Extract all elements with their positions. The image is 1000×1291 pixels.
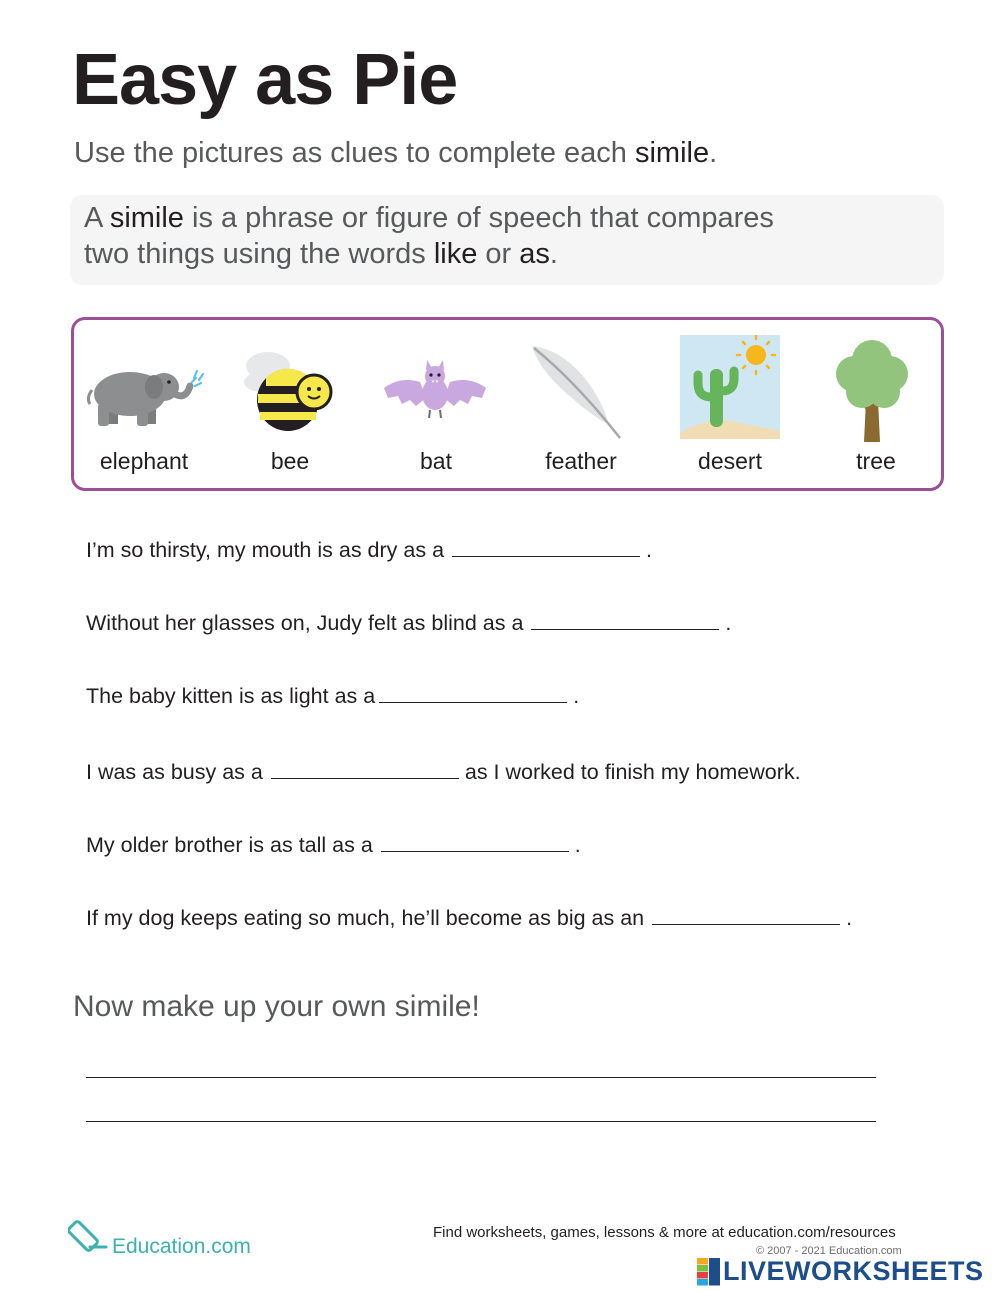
question-text: I’m so thirsty, my mouth is as dry as a — [86, 538, 445, 562]
bat-icon — [380, 356, 490, 426]
education-brand: Education.com — [112, 1235, 251, 1258]
definition-line-1 — [84, 200, 930, 236]
desert-icon — [680, 335, 780, 439]
answer-blank-5[interactable] — [381, 833, 569, 852]
definition-text: . — [549, 238, 558, 270]
definition-bold: like — [433, 238, 478, 270]
write-line-1[interactable] — [86, 1077, 876, 1078]
question-text: I was as busy as a — [86, 760, 263, 784]
definition-text: two things using the words — [84, 238, 434, 270]
question-text: . — [846, 906, 853, 930]
definition-text: A — [84, 202, 110, 234]
answer-blank-3[interactable] — [379, 684, 567, 703]
instructions-text: Use the pictures as clues to complete each — [74, 137, 635, 169]
answer-blank-4[interactable] — [271, 760, 459, 779]
elephant-icon — [82, 360, 207, 430]
question-text: . — [573, 684, 580, 708]
definition-bold: as — [519, 238, 550, 270]
definition-line-2 — [84, 236, 930, 272]
bee-icon — [238, 348, 338, 434]
pencil-logo-icon — [68, 1215, 110, 1257]
feather-icon — [526, 342, 626, 442]
question-4 — [86, 760, 801, 785]
answer-blank-6[interactable] — [652, 906, 840, 925]
question-1 — [86, 538, 652, 563]
copyright: © 2007 - 2021 Education.com — [756, 1245, 902, 1257]
question-5 — [86, 833, 581, 858]
definition-text: is a phrase or figure of speech that compares — [183, 202, 774, 234]
liveworksheets-logo — [697, 1256, 997, 1286]
worksheet-title: Easy as Pie — [72, 40, 458, 120]
question-text: . — [725, 611, 732, 635]
question-text: The baby kitten is as light as a — [86, 684, 376, 708]
instructions — [74, 135, 717, 171]
write-line-2[interactable] — [86, 1121, 876, 1122]
education-logo — [68, 1215, 268, 1259]
question-3 — [86, 684, 579, 709]
word-bank — [71, 317, 944, 491]
question-text: . — [574, 833, 581, 857]
word-desert: desert — [698, 448, 762, 474]
answer-blank-1[interactable] — [452, 538, 640, 557]
word-tree: tree — [856, 448, 896, 474]
instructions-end: . — [709, 137, 718, 169]
tree-icon — [832, 336, 912, 446]
word-feather: feather — [545, 448, 617, 474]
question-2 — [86, 611, 731, 636]
answer-blank-2[interactable] — [531, 611, 719, 630]
own-simile-prompt: Now make up your own simile! — [73, 990, 480, 1023]
definition-text: or — [477, 238, 520, 270]
liveworksheets-text: LIVEWORKSHEETS — [723, 1256, 984, 1286]
definition-bold: simile — [109, 202, 184, 234]
instructions-bold: simile — [634, 137, 710, 169]
question-6 — [86, 906, 852, 931]
footer-note: Find worksheets, games, lessons & more at education.com/resources — [433, 1224, 896, 1241]
word-bee: bee — [270, 448, 310, 474]
question-text: as I worked to finish my homework. — [464, 760, 801, 784]
question-text: If my dog keeps eating so much, he’ll become as big as an — [86, 906, 645, 930]
question-text: Without her glasses on, Judy felt as blind as a — [86, 611, 524, 635]
liveworksheets-blocks-icon — [697, 1258, 721, 1286]
question-text: . — [646, 538, 653, 562]
word-elephant: elephant — [99, 448, 189, 474]
question-text: My older brother is as tall as a — [86, 833, 373, 857]
definition-box — [70, 195, 944, 285]
word-bat: bat — [420, 448, 452, 474]
